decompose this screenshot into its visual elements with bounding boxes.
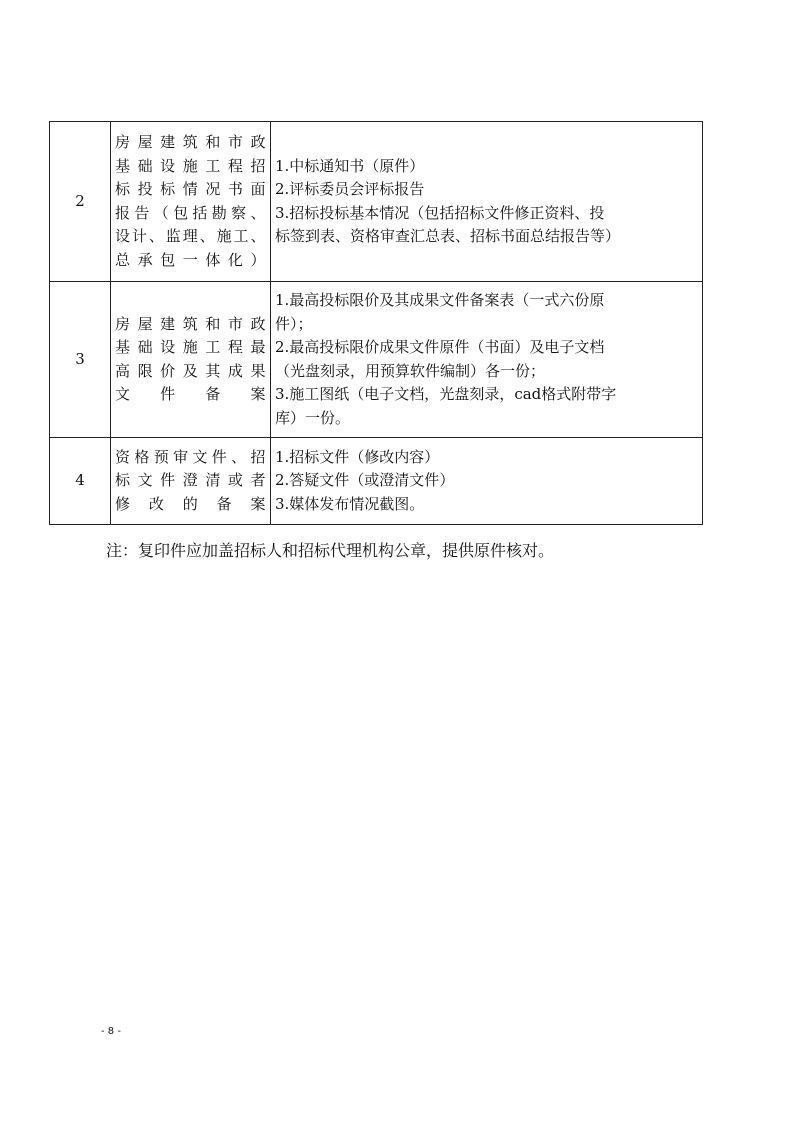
required-material-line: 2.评标委员会评标报告 xyxy=(275,180,425,198)
filing-item-name-line: 房屋建筑和市政 xyxy=(115,133,266,151)
filing-table xyxy=(49,121,703,525)
row-number: 4 xyxy=(50,438,111,525)
required-material-line: 件）； xyxy=(275,314,313,333)
required-material-line: 1.最高投标限价及其成果文件备案表（一式六份原 xyxy=(275,291,605,309)
filing-item-name-line: 文件备案 xyxy=(115,385,266,403)
required-material-line: 标签到表、资格审查汇总表、招标书面总结报告等） xyxy=(275,227,621,245)
required-material-line: 1.中标通知书（原件） xyxy=(275,156,425,175)
table-row xyxy=(50,438,703,525)
required-material-line: 3.施工图纸（电子文档，光盘刻录，cad格式附带字 xyxy=(275,385,617,403)
filing-item-name-line: 修改的备案 xyxy=(115,494,266,513)
filing-item-name-line: 总承包一体化） xyxy=(115,250,266,269)
filing-item-name-line: 基础设施工程最 xyxy=(115,338,266,356)
filing-table-body xyxy=(50,122,703,525)
required-material-line: 1.招标文件（修改内容） xyxy=(275,447,440,466)
filing-item-name xyxy=(111,282,271,438)
required-material-line: 3.媒体发布情况截图。 xyxy=(275,494,425,513)
row-number: 3 xyxy=(50,282,111,438)
filing-item-name xyxy=(111,438,271,525)
required-material-line: 2.答疑文件（或澄清文件） xyxy=(275,471,455,490)
table-row xyxy=(50,122,703,282)
filing-item-name-line: 标文件澄清或者 xyxy=(115,471,266,490)
required-materials xyxy=(271,122,703,282)
footnote: 注：复印件应加盖招标人和招标代理机构公章，提供原件核对。 xyxy=(106,541,555,560)
required-material-line: 2.最高投标限价成果文件原件（书面）及电子文档 xyxy=(275,338,605,356)
filing-item-name-line: 报告（包括勘察、 xyxy=(115,203,266,222)
filing-item-name-line: 房屋建筑和市政 xyxy=(115,314,266,333)
required-materials xyxy=(271,438,703,525)
filing-item-name-line: 标投标情况书面 xyxy=(115,180,266,198)
table-row xyxy=(50,282,703,438)
required-material-line: 3.招标投标基本情况（包括招标文件修正资料、投 xyxy=(275,203,605,222)
required-material-line: 库）一份。 xyxy=(275,408,351,427)
row-number: 2 xyxy=(50,122,111,282)
filing-item-name xyxy=(111,122,271,282)
page-number: - 8 - xyxy=(101,1026,121,1037)
filing-item-name-line: 基础设施工程招 xyxy=(115,156,266,175)
required-material-line: （光盘刻录，用预算软件编制）各一份； xyxy=(275,361,546,380)
filing-item-name-line: 资格预审文件、招 xyxy=(115,447,266,466)
filing-item-name-line: 设计、监理、施工、 xyxy=(115,227,266,245)
required-materials xyxy=(271,282,703,438)
filing-item-name-line: 高限价及其成果 xyxy=(115,361,266,380)
